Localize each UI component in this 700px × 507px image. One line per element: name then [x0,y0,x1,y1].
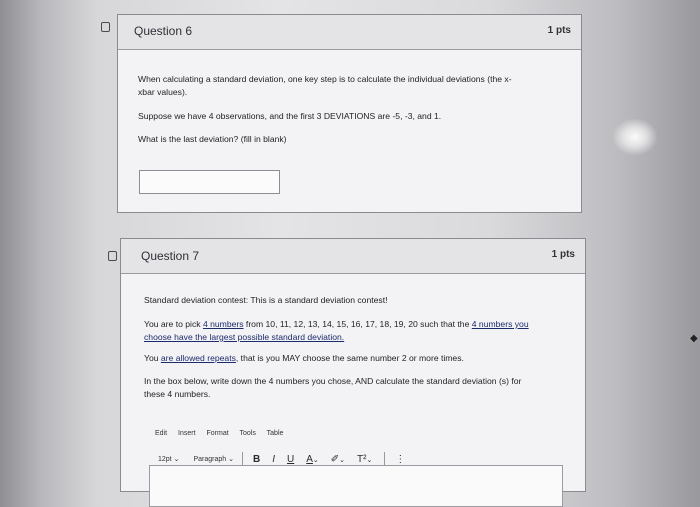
question-6-text-4: What is the last deviation? (fill in blank) [138,134,287,144]
screen-glare [612,118,658,156]
question-7-link-4-numbers[interactable]: 4 numbers [202,319,244,329]
editor-toolbar [158,452,417,466]
superscript-button[interactable] [357,454,372,465]
question-7-text-6: these 4 numbers. [144,389,211,399]
highlight-button[interactable] [331,454,345,465]
toolbar-divider [384,452,385,466]
question-7-intro: Standard deviation contest: This is a standard deviation contest! [144,295,388,305]
question-7-text-2a: You are to pick [144,319,203,329]
chevron-down-icon: ⌄ [339,456,346,464]
more-options-icon[interactable]: ⋮ [395,453,406,465]
question-6-points: 1 pts [547,25,571,36]
question-6-header [118,15,581,50]
question-6-title: Question 6 [134,24,193,38]
chevron-down-icon: ⌄ [366,456,373,464]
question-7-link-largest-sd[interactable]: choose have the largest possible standard deviation. [144,332,345,342]
highlight-pen-icon: ✐ [330,453,340,465]
bold-button[interactable]: B [252,453,261,465]
editor-menubar [155,430,292,437]
superscript-icon: T² [357,453,367,465]
menu-tools[interactable]: Tools [239,430,256,437]
question-7-header [121,239,585,274]
question-6-text-1: When calculating a standard deviation, one key step is to calculate the individual deviations (the x- [138,74,512,84]
question-6-card [117,14,582,213]
rich-text-editor-area[interactable] [149,465,563,507]
block-format-select[interactable] [193,455,234,463]
question-7-card [120,238,586,492]
question-7-text-4 [144,352,464,365]
question-7-title: Question 7 [141,249,200,263]
question-7-points: 1 pts [551,249,575,260]
question-7-text-2b: from 10, 11, 12, 13, 14, 15, 16, 17, 18, 19, 20 such that the [243,319,472,329]
question-7-text-4a: You [144,353,161,363]
menu-table[interactable]: Table [266,430,284,437]
font-size-select[interactable] [158,455,179,463]
chevron-down-icon: ⌄ [173,456,180,463]
mouse-cursor-icon: ◆ [690,333,698,344]
flag-question-6-icon[interactable] [101,22,110,32]
question-7-link-repeats[interactable]: are allowed repeats [160,353,236,363]
menu-format[interactable]: Format [206,430,229,437]
chevron-down-icon: ⌄ [228,456,234,463]
question-6-text-2: xbar values). [138,87,188,97]
flag-question-7-icon[interactable] [108,251,117,261]
italic-button[interactable]: I [272,453,275,465]
question-7-link-4-numbers-you[interactable]: 4 numbers you [471,319,529,329]
question-6-text-3: Suppose we have 4 observations, and the first 3 DEVIATIONS are -5, -3, and 1. [138,111,442,121]
text-color-button[interactable] [306,454,319,465]
font-size-value: 12pt [158,456,172,463]
chevron-down-icon: ⌄ [312,456,319,464]
menu-insert[interactable]: Insert [178,430,196,437]
question-7-text-3 [144,331,344,344]
text-color-icon: A [306,453,313,465]
question-6-answer-input[interactable] [139,170,280,194]
question-7-text-5: In the box below, write down the 4 numbers you chose, AND calculate the standard deviation (s) for [144,376,522,386]
toolbar-divider [242,452,243,466]
question-7-text-2 [144,318,529,331]
underline-button[interactable]: U [287,453,295,465]
menu-edit[interactable]: Edit [155,430,168,437]
question-7-text-4b: , that is you MAY choose the same number 2 or more times. [235,353,464,363]
block-format-value: Paragraph [193,456,227,463]
